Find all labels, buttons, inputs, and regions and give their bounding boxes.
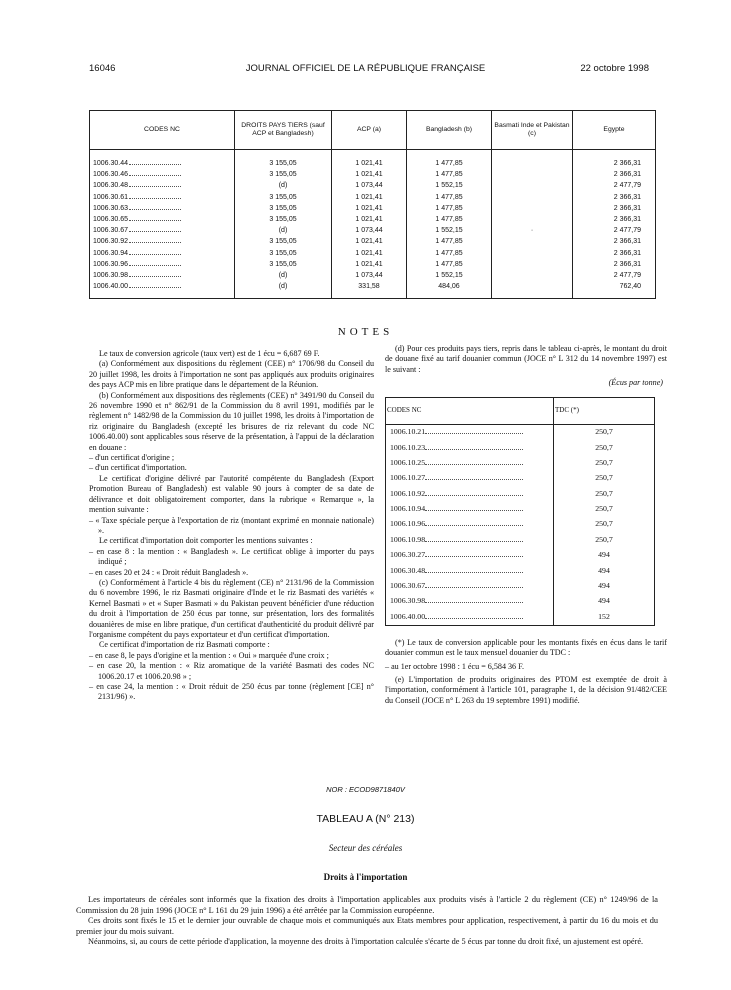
table-cell: 1006.30.44 bbox=[90, 150, 235, 170]
table-cell: 152 bbox=[554, 609, 655, 625]
table-cell: 3 155,05 bbox=[235, 236, 332, 247]
table-cell: 1 552,15 bbox=[407, 180, 492, 191]
note-b-import: Le certificat d'importation doit comporter les mentions suivantes : bbox=[99, 536, 313, 546]
table-cell: 1006.10.21 bbox=[386, 424, 554, 440]
table-cell: 1 021,41 bbox=[332, 248, 407, 259]
leader-dots bbox=[425, 572, 523, 573]
table-cell bbox=[492, 259, 573, 270]
col-pays-tiers: DROITS PAYS TIERS (sauf ACP et Bangladesh) bbox=[235, 111, 332, 150]
table-cell: 1006.30.67 bbox=[90, 225, 235, 236]
table-cell: 1 552,15 bbox=[407, 270, 492, 281]
table-cell: 762,40 bbox=[573, 281, 656, 299]
col-codes-nc: CODES NC bbox=[386, 397, 554, 424]
table-cell: 250,7 bbox=[554, 471, 655, 486]
note-a: (a) Conformément aux dispositions du règlement (CEE) n° 1706/98 du Conseil du 20 juillet 1998, les droits à l'importation ne sont pas appliqués aux produits originaires des pays ACP mis en libre pratique dans le département de la Réunion. bbox=[89, 359, 374, 390]
table-row bbox=[90, 225, 656, 236]
table-cell: 494 bbox=[554, 548, 655, 563]
table-cell bbox=[492, 150, 573, 170]
table-cell: 1006.10.98 bbox=[386, 532, 554, 547]
leader-dots bbox=[129, 198, 181, 199]
leader-dots bbox=[129, 164, 181, 165]
table-cell: 1006.30.65 bbox=[90, 214, 235, 225]
table-row bbox=[386, 471, 655, 486]
leader-dots bbox=[129, 220, 181, 221]
table-cell bbox=[492, 270, 573, 281]
note-d: (d) Pour ces produits pays tiers, repris dans le tableau ci-après, le montant du droit de douane fixé au tarif douanier commun (JOCE n° L 312 du 14 novembre 1997) est le suivant : bbox=[385, 344, 667, 374]
table-row bbox=[90, 259, 656, 270]
table-cell: 1 073,44 bbox=[332, 270, 407, 281]
table-row bbox=[386, 594, 655, 609]
import-duties-table bbox=[89, 110, 656, 299]
table-cell: 1006.30.96 bbox=[90, 259, 235, 270]
note-b-origin: Le certificat d'origine délivré par l'autorité compétente du Bangladesh (Export Promotion Bureau of Bangladesh) est valable 90 jours à compter de sa date de délivrance et doit obligatoirement comporter, dans la rubrique « Remarque », la mention suivante : bbox=[89, 473, 374, 515]
notes-right-column bbox=[385, 344, 667, 706]
table-cell: · bbox=[492, 225, 573, 236]
table-cell: (d) bbox=[235, 270, 332, 281]
table-row bbox=[386, 532, 655, 547]
leader-dots bbox=[425, 525, 523, 526]
table-cell: 1 021,41 bbox=[332, 169, 407, 180]
table-cell: 1 477,85 bbox=[407, 192, 492, 203]
table-row bbox=[386, 579, 655, 594]
table-row bbox=[386, 424, 655, 440]
table-cell: 3 155,05 bbox=[235, 214, 332, 225]
col-tdc: TDC (*) bbox=[554, 397, 655, 424]
table-cell: 1 073,44 bbox=[332, 180, 407, 191]
table-cell: (d) bbox=[235, 281, 332, 299]
tableau-title: TABLEAU A (N° 213) bbox=[316, 813, 415, 825]
table-cell: 2 477,79 bbox=[573, 225, 656, 236]
note-c-item: – en case 24, la mention : « Droit réduit de 250 écus par tonne (règlement [CE] n° 2131/96) ». bbox=[89, 682, 374, 702]
notes-title: NOTES bbox=[337, 326, 394, 338]
table-cell: 1 477,85 bbox=[407, 236, 492, 247]
table-cell: 2 366,31 bbox=[573, 248, 656, 259]
table-cell: 494 bbox=[554, 563, 655, 578]
table-row bbox=[90, 169, 656, 180]
table-cell: 3 155,05 bbox=[235, 169, 332, 180]
note-b-item: – « Taxe spéciale perçue à l'exportation de riz (montant exprimé en monnaie nationale) ». bbox=[89, 515, 374, 535]
leader-dots bbox=[129, 242, 181, 243]
table-cell: 1 552,15 bbox=[407, 225, 492, 236]
leader-dots bbox=[129, 287, 181, 288]
table-cell: 250,7 bbox=[554, 532, 655, 547]
table-cell: 2 366,31 bbox=[573, 236, 656, 247]
leader-dots bbox=[425, 433, 523, 434]
table-cell: 250,7 bbox=[554, 455, 655, 470]
table-row bbox=[386, 455, 655, 470]
journal-title: JOURNAL OFFICIEL DE LA RÉPUBLIQUE FRANÇAISE bbox=[245, 63, 486, 74]
table-row bbox=[90, 192, 656, 203]
col-acp: ACP (a) bbox=[332, 111, 407, 150]
table-cell bbox=[492, 203, 573, 214]
table-cell bbox=[492, 192, 573, 203]
table-cell bbox=[492, 169, 573, 180]
table-cell: 484,06 bbox=[407, 281, 492, 299]
unit-label: (Écus par tonne) bbox=[608, 378, 663, 388]
table-cell: 250,7 bbox=[554, 502, 655, 517]
note-b: (b) Conformément aux dispositions des règlements (CEE) n° 3491/90 du Conseil du 26 novembre 1990 et n° 862/91 de la Commission du 8 avril 1991, modifiés par le règlement n° 1482/98 de la Commission du 10 juillet 1998, les droits à l'importation de riz originaire du Bangladesh (excepté les brisures de riz relevant du code NC 1006.40.00) sont applicables sous réserve de la présentation, à l'appui de la déclaration en douane : bbox=[89, 390, 374, 452]
paragraph: Les importateurs de céréales sont informés que la fixation des droits à l'importation applicables aux produits visés à l'article 2 du règlement (CE) n° 1249/96 de la Commission du 28 juin 1996 (JOCE n° L 161 du 29 juin 1996) a été arrêtée par la Commission européenne. bbox=[76, 895, 658, 915]
leader-dots bbox=[129, 231, 181, 232]
table-row bbox=[90, 214, 656, 225]
table-cell: 3 155,05 bbox=[235, 248, 332, 259]
table-cell: 1006.10.94 bbox=[386, 502, 554, 517]
table-cell: 494 bbox=[554, 579, 655, 594]
table-cell: 3 155,05 bbox=[235, 150, 332, 170]
table-cell bbox=[492, 248, 573, 259]
table-cell: 331,58 bbox=[332, 281, 407, 299]
table-cell: 1 021,41 bbox=[332, 150, 407, 170]
leader-dots bbox=[425, 464, 523, 465]
table-cell: 1006.40.00 bbox=[90, 281, 235, 299]
table-cell bbox=[492, 281, 573, 299]
table-cell: 1 073,44 bbox=[332, 225, 407, 236]
sector-title: Secteur des céréales bbox=[328, 843, 403, 853]
leader-dots bbox=[129, 209, 181, 210]
table-cell: 1006.30.67 bbox=[386, 579, 554, 594]
table-cell: 1006.40.00 bbox=[386, 609, 554, 625]
table-cell: 2 366,31 bbox=[573, 259, 656, 270]
note-conversion-rate: Le taux de conversion agricole (taux vert) est de 1 écu = 6,687 69 F. bbox=[99, 349, 320, 358]
table-cell: 1006.30.92 bbox=[90, 236, 235, 247]
table-cell: (d) bbox=[235, 180, 332, 191]
tdc-table bbox=[385, 397, 655, 626]
leader-dots bbox=[129, 186, 181, 187]
table-cell: 1006.30.46 bbox=[90, 169, 235, 180]
table-row bbox=[386, 502, 655, 517]
table-cell: 250,7 bbox=[554, 440, 655, 455]
table-cell: 1006.30.48 bbox=[90, 180, 235, 191]
table-cell: 1006.10.27 bbox=[386, 471, 554, 486]
notes-left-column bbox=[89, 349, 374, 703]
nor-reference: NOR : ECOD9871840V bbox=[326, 785, 405, 794]
table-cell: 2 366,31 bbox=[573, 203, 656, 214]
note-b-item: – d'un certificat d'importation. bbox=[89, 463, 187, 473]
table-row bbox=[386, 440, 655, 455]
section-title: Droits à l'importation bbox=[323, 872, 408, 882]
leader-dots bbox=[129, 276, 181, 277]
table-cell: 1 021,41 bbox=[332, 259, 407, 270]
table-cell: 3 155,05 bbox=[235, 259, 332, 270]
note-b-item: – d'un certificat d'origine ; bbox=[89, 453, 175, 463]
table-cell bbox=[492, 214, 573, 225]
import-duties-text bbox=[76, 895, 658, 948]
table-cell: 1006.30.63 bbox=[90, 203, 235, 214]
table-cell bbox=[492, 236, 573, 247]
paragraph: Néanmoins, si, au cours de cette période d'application, la moyenne des droits à l'importation calculée s'écarte de 5 écus par tonne du droit fixé, un ajustement est opéré. bbox=[88, 937, 644, 947]
leader-dots bbox=[425, 618, 523, 619]
table-cell: 1 477,85 bbox=[407, 203, 492, 214]
table-row bbox=[386, 486, 655, 501]
table-row bbox=[90, 248, 656, 259]
note-star-item: – au 1er octobre 1998 : 1 écu = 6,584 36 F. bbox=[385, 661, 525, 671]
col-basmati: Basmati Inde et Pakistan (c) bbox=[492, 111, 573, 150]
note-star: (*) Le taux de conversion applicable pour les montants fixés en écus dans le tarif douanier commun est le taux mensuel douanier du TDC : bbox=[385, 637, 667, 658]
table-cell: 3 155,05 bbox=[235, 203, 332, 214]
leader-dots bbox=[129, 254, 181, 255]
leader-dots bbox=[425, 449, 523, 450]
note-c-item: – en case 8, le pays d'origine et la mention : « Oui » marquée d'une croix ; bbox=[89, 650, 329, 660]
table-cell: 1006.30.27 bbox=[386, 548, 554, 563]
table-cell: 1006.30.98 bbox=[386, 594, 554, 609]
table-cell: 2 477,79 bbox=[573, 180, 656, 191]
col-codes-nc: CODES NC bbox=[90, 111, 235, 150]
table-cell: 3 155,05 bbox=[235, 192, 332, 203]
leader-dots bbox=[425, 587, 523, 588]
table-cell: 2 477,79 bbox=[573, 270, 656, 281]
table-row bbox=[90, 270, 656, 281]
table-row bbox=[90, 180, 656, 191]
table-cell: 1 477,85 bbox=[407, 214, 492, 225]
table-cell: 250,7 bbox=[554, 424, 655, 440]
note-b-item: – en cases 20 et 24 : « Droit réduit Bangladesh ». bbox=[89, 567, 249, 577]
table-cell: 2 366,31 bbox=[573, 169, 656, 180]
table-row bbox=[90, 203, 656, 214]
table-cell: 1006.30.48 bbox=[386, 563, 554, 578]
page-number: 16046 bbox=[89, 63, 116, 74]
table-row bbox=[90, 150, 656, 170]
note-c-item: – en case 20, la mention : « Riz aromatique de la variété Basmati des codes NC 1006.20.17 et 1006.20.98 » ; bbox=[89, 661, 374, 681]
table-cell: 1 477,85 bbox=[407, 150, 492, 170]
table-cell: 250,7 bbox=[554, 486, 655, 501]
table-row bbox=[90, 236, 656, 247]
table-cell: 1006.30.98 bbox=[90, 270, 235, 281]
leader-dots bbox=[425, 556, 523, 557]
leader-dots bbox=[425, 495, 523, 496]
leader-dots bbox=[129, 265, 181, 266]
leader-dots bbox=[425, 510, 523, 511]
issue-date: 22 octobre 1998 bbox=[580, 63, 649, 74]
table-cell: 1006.10.23 bbox=[386, 440, 554, 455]
table-row bbox=[386, 609, 655, 625]
leader-dots bbox=[425, 541, 523, 542]
table-cell: 2 366,31 bbox=[573, 192, 656, 203]
table-cell: 1006.10.96 bbox=[386, 517, 554, 532]
note-c-certificate: Ce certificat d'importation de riz Basmati comporte : bbox=[99, 640, 270, 650]
leader-dots bbox=[425, 479, 523, 480]
table-cell: 1 021,41 bbox=[332, 203, 407, 214]
table-cell: (d) bbox=[235, 225, 332, 236]
table-cell: 1006.30.61 bbox=[90, 192, 235, 203]
note-c: (c) Conformément à l'article 4 bis du règlement (CE) n° 2131/96 de la Commission du 6 novembre 1996, le riz Basmati originaire d'Inde et le riz Basmati des variétés « Kernel Basmati » et « Super Basmati » du Pakistan peuvent bénéficier d'une réduction du droit à l'importation de 250 écus par tonne, sur présentation, lors des formalités douanières de mise en libre pratique, d'un certificat d'authenticité du produit délivré par l'organisme compétent du pays exportateur et d'un certificat d'importation. bbox=[89, 577, 374, 639]
table-cell: 1006.10.25 bbox=[386, 455, 554, 470]
table-cell bbox=[492, 180, 573, 191]
table-cell: 1 477,85 bbox=[407, 169, 492, 180]
table-cell: 1006.10.92 bbox=[386, 486, 554, 501]
note-b-item: – en case 8 : la mention : « Bangladesh ». Le certificat oblige à importer du pays indiqué ; bbox=[89, 546, 374, 567]
table-cell: 1 021,41 bbox=[332, 192, 407, 203]
table-cell: 2 366,31 bbox=[573, 150, 656, 170]
col-egypte: Egypte bbox=[573, 111, 656, 150]
leader-dots bbox=[425, 602, 523, 603]
leader-dots bbox=[129, 175, 181, 176]
col-bangladesh: Bangladesh (b) bbox=[407, 111, 492, 150]
table-cell: 494 bbox=[554, 594, 655, 609]
table-cell: 1006.30.94 bbox=[90, 248, 235, 259]
table-row bbox=[90, 281, 656, 299]
table-cell: 1 021,41 bbox=[332, 214, 407, 225]
paragraph: Ces droits sont fixés le 15 et le dernier jour ouvrable de chaque mois et communiqués aux Etats membres pour application, respectivement, à partir du 16 du mois et du premier jour du mois suivant. bbox=[76, 916, 658, 936]
table-row bbox=[386, 548, 655, 563]
table-cell: 250,7 bbox=[554, 517, 655, 532]
table-cell: 2 366,31 bbox=[573, 214, 656, 225]
table-cell: 1 477,85 bbox=[407, 259, 492, 270]
table-row bbox=[386, 563, 655, 578]
table-row bbox=[386, 517, 655, 532]
note-e: (e) L'importation de produits originaires des PTOM est exemptée de droit à l'importation, conformément à l'article 101, paragraphe 1, de la décision 91/482/CEE du Conseil (JOCE n° L 263 du 19 septembre 1991) modifié. bbox=[385, 674, 667, 705]
table-cell: 1 477,85 bbox=[407, 248, 492, 259]
table-cell: 1 021,41 bbox=[332, 236, 407, 247]
